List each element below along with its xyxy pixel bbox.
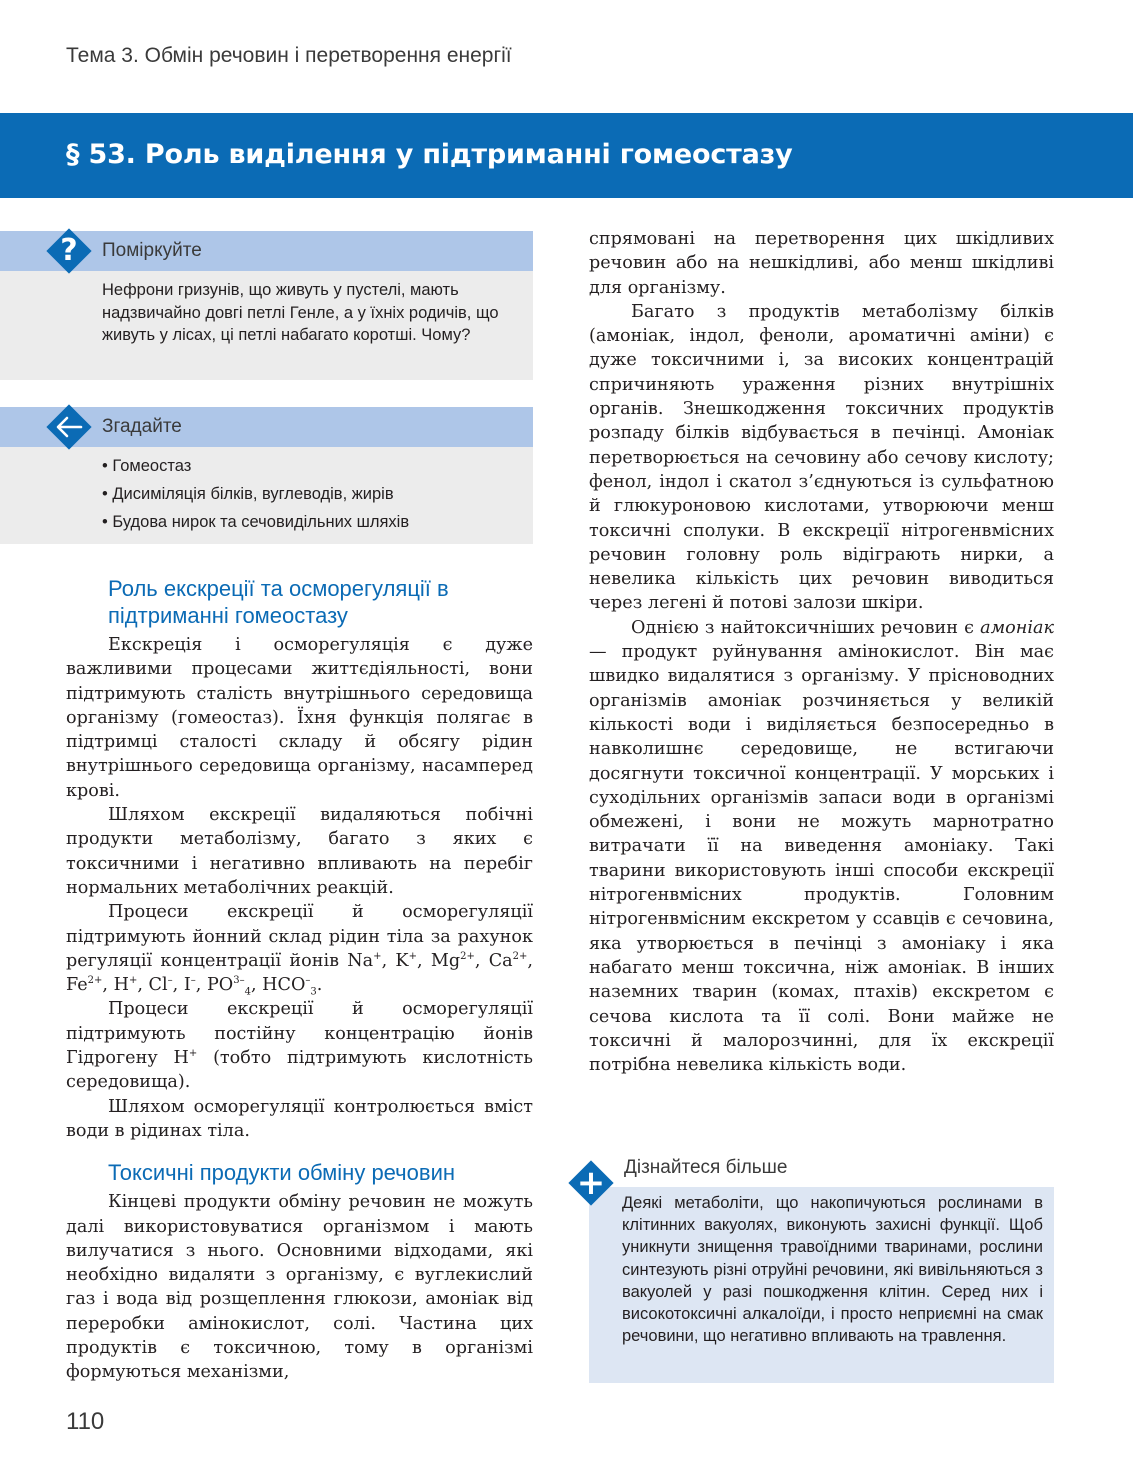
arrow-left-icon <box>46 404 92 450</box>
think-box-label: Поміркуйте <box>102 240 202 261</box>
list-item: • Будова нирок та сечовидільних шляхів <box>102 511 512 534</box>
recall-list <box>102 455 512 534</box>
section-heading: Токсичні продукти обміну речовин <box>108 1160 456 1186</box>
page-number: 110 <box>66 1408 105 1435</box>
paragraph: Багато з продуктів метаболізму білків (амоніак, індол, феноли, ароматичні аміни) є дуже токсичними і, за високих концентрацій спричиняють ураження різних внутрішніх органів. Знешкодження токсичних продуктів розпаду білків відбувається в печінці. Амоніак перетворюється на сечовину або сечову кислоту; фенол, індол і скатол з’єднуються із сульфатною й глюкуроновою кислотами, утворюючи менш токсичні сполуки. В екскреції нітрогенвмісних речовин головну роль відіграють нирки, а невелика кількість цих речовин виводиться через легені й потові залози шкіри. <box>589 301 1054 614</box>
recall-box <box>0 407 533 544</box>
paragraph: Кінцеві продукти обміну речовин не можуть далі використовуватися організмом і мають вилучатися з нього. Основними відходами, які необхідно видаляти з організму, є вуглекислий газ і вода від розщеплення глюкози, амоніак від переробки амінокислот, солі. Частина цих продуктів є токсичною, тому в організмі формуються механізми, <box>66 1192 533 1383</box>
think-box-text: Нефрони гризунів, що живуть у пустелі, мають надзвичайно довгі петлі Генле, а у їхніх родичів, що живуть у лісах, ці петлі набагато коротші. Чому? <box>102 281 499 344</box>
plus-icon: + <box>568 1160 614 1206</box>
list-item: • Гомеостаз <box>102 455 512 478</box>
paragraph: спрямовані на перетворення цих шкідливих речовин або на нешкідливі, або менш шкідливі для організму. <box>589 229 1054 298</box>
paragraph: Шляхом осморегуляції контролюється вміст води в рідинах тіла. <box>66 1096 533 1141</box>
left-column <box>66 575 533 1385</box>
paragraph: Екскреція і осморегуляція є дуже важливими процесами життєдіяльності, вони підтримують сталість внутрішнього середовища організму (гомеостаз). Їхня функція полягає в підтримці сталості складу й обсягу рідин внутрішнього середовища організму, насамперед крові. <box>66 635 533 801</box>
question-icon: ? <box>46 228 92 274</box>
paragraph: Шляхом екскреції видаляються побічні продукти метаболізму, багато з яких є токсичними і негативно впливають на перебіг нормальних метаболічних реакцій. <box>66 805 533 898</box>
running-title: Тема 3. Обмін речовин і перетворення енергії <box>66 44 512 67</box>
think-box <box>0 231 533 380</box>
list-item: • Дисиміляція білків, вуглеводів, жирів <box>102 483 512 506</box>
learn-more-text: Деякі метаболіти, що накопичуються рослинами в клітинних вакуолях, виконують захисні функції. Щоб уникнути знищення травоїдними тваринами, рослини синтезують різні отруйні речовини, які вивільняються з вакуолей у разі пошкодження клітин. Серед них і високотоксичні алкалоїди, і просто неприємні на смак речовини, що негативно впливають на травлення. <box>589 1187 1054 1383</box>
term: амоніак <box>980 617 1054 638</box>
title-bar <box>0 113 1133 198</box>
paragraph: Процеси екскреції й осморегуляції підтримують йонний склад рідин тіла за рахунок регуляції концентрації йонів Na+, K+, $Mg^{2+}$, $Ca^{2+}$, $Fe^{2+}$, H+, Cl–, I–, $PO^{3-}_4$, $HCO^-_3$. <box>66 902 534 998</box>
recall-box-label: Згадайте <box>102 416 182 437</box>
page-title: § 53. Роль виділення у підтриманні гомеостазу <box>66 139 793 170</box>
learn-more-box <box>568 1150 1054 1384</box>
learn-more-label: Дізнайтеся більше <box>624 1157 788 1178</box>
paragraph: Процеси екскреції й осморегуляції підтримують постійну концентрацію йонів Гідрогену H+ (тобто підтримують кислотність середовища). <box>66 999 533 1093</box>
paragraph: Однією з найтоксичніших речовин є амоніак — продукт руйнування амінокислот. Він має швидко видалятися з організму. У прісноводних організмів амоніак розчиняється у великій кількості води і виділяється безпосередньо в навколишнє середовище, не встигаючи досягнути токсичної концентрації. У морських і суходільних організмів запаси води в організмі обмежені, і вони не можуть марнотратно витрачати її на виведення амоніаку. Такі тварини використовують інші способи екскреції нітрогенвмісних продуктів. Головним нітрогенвмісним екскретом у ссавців є сечовина, яка утворюється в печінці з амоніаку і яка набагато менш токсична, ніж амоніак. В інших наземних тварин (комах, птахів) екскретом є сечова кислота та її солі. Вони майже не токсичні й малорозчинні, для їх екскреції потрібна невелика кількість води. <box>589 617 1054 1076</box>
section-heading: Роль екскреції та осморегуляції в підтриманні гомеостазу <box>108 576 449 628</box>
right-column <box>589 227 1054 1077</box>
